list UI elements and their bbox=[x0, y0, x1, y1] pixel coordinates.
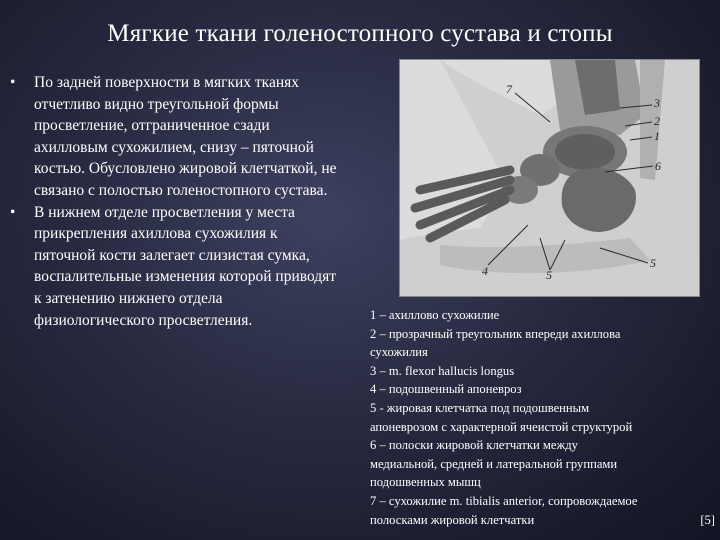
legend-line: 7 – сухожилие m. tibialis anterior, сопровождаемое bbox=[370, 493, 638, 508]
figure-legend bbox=[370, 306, 715, 529]
bullet-line: пяточной кости залегает слизистая сумка, bbox=[34, 246, 310, 264]
bullet-list bbox=[8, 72, 398, 331]
legend-line: 3 – m. flexor hallucis longus bbox=[370, 363, 515, 378]
legend-line: 2 – прозрачный треугольник впереди ахиллова bbox=[370, 326, 621, 341]
legend-line: медиальной, средней и латеральной группами bbox=[370, 456, 618, 471]
bullet-item-2 bbox=[8, 202, 398, 332]
slide-title: Мягкие ткани голеностопного сустава и стопы bbox=[107, 20, 613, 47]
bullet-icon: • bbox=[10, 203, 16, 221]
bullet-line: отчетливо видно треугольной формы bbox=[34, 95, 279, 113]
legend-line: 1 – ахиллово сухожилие bbox=[370, 308, 500, 322]
bullet-line: По задней поверхности в мягких тканях bbox=[34, 74, 300, 91]
legend-line: сухожилия bbox=[370, 345, 428, 360]
figure-label-3: 3 bbox=[654, 96, 660, 110]
bullet-line: к затенению нижнего отдела bbox=[34, 289, 223, 307]
bullet-line: прикрепления ахиллова сухожилия к bbox=[34, 225, 278, 243]
figure-label-7: 7 bbox=[506, 82, 512, 96]
figure-label-2: 2 bbox=[654, 114, 660, 128]
legend-line: полосками жировой клетчатки bbox=[370, 512, 535, 527]
citation: [5] bbox=[700, 512, 715, 527]
bullet-line: связано с полостью голеностопного сустава. bbox=[34, 181, 328, 199]
legend-line: 5 - жировая клетчатка под подошвенным bbox=[370, 400, 590, 415]
figure-label-5b: 5 bbox=[650, 256, 656, 270]
figure-label-4: 4 bbox=[482, 264, 488, 278]
legend-line: подошвенных мышц bbox=[370, 475, 481, 490]
figure-label-5a: 5 bbox=[546, 268, 552, 282]
bullet-line: просветление, отграниченное сзади bbox=[34, 117, 270, 135]
bullet-item-1 bbox=[8, 72, 398, 202]
figure-label-6: 6 bbox=[655, 159, 661, 173]
legend-line: 6 – полоски жировой клетчатки между bbox=[370, 438, 578, 453]
bullet-line: воспалительные изменения которой приводят bbox=[34, 268, 337, 286]
bullet-line: ахилловым сухожилием, снизу – пяточной bbox=[34, 138, 314, 156]
legend-line: апоневрозом с характерной ячеистой структурой bbox=[370, 419, 633, 434]
legend-line-last bbox=[370, 511, 715, 530]
figure-label-1: 1 bbox=[654, 129, 660, 143]
bullet-line: В нижнем отделе просветления у места bbox=[34, 203, 295, 221]
bullet-icon: • bbox=[10, 74, 16, 91]
legend-line: 4 – подошвенный апоневроз bbox=[370, 382, 522, 397]
bullet-line: физиологического просветления. bbox=[34, 311, 253, 329]
bullet-line: костью. Обусловлено жировой клетчаткой, не bbox=[34, 160, 337, 178]
foot-xray-figure bbox=[399, 59, 700, 297]
